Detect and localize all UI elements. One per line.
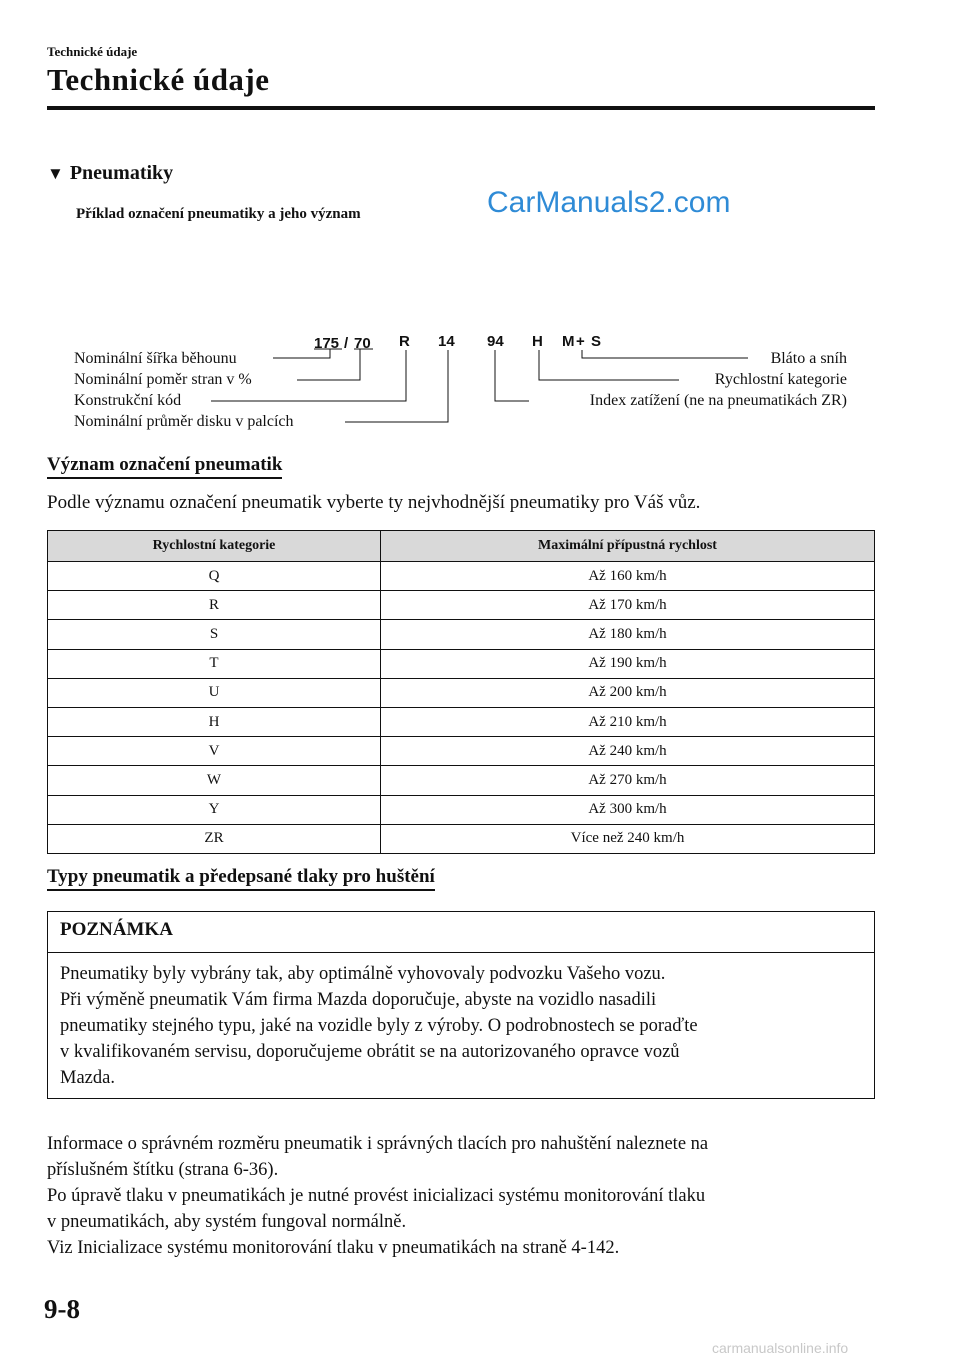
table-cell: W <box>48 766 381 795</box>
note-text <box>48 953 874 1091</box>
label-construction: Konstrukční kód <box>74 392 182 409</box>
watermark-logo: CarManuals2.com <box>487 186 731 219</box>
table-cell: U <box>48 678 381 707</box>
tire-marking-diagram <box>0 320 960 435</box>
table-cell: Až 190 km/h <box>381 649 875 678</box>
note-line: Při výměně pneumatik Vám firma Mazda doporučuje, abyste na vozidlo nasadili <box>60 990 657 1010</box>
tire-types-heading: Typy pneumatik a předepsané tlaky pro huštění <box>47 866 435 891</box>
table-cell: Až 170 km/h <box>381 591 875 620</box>
footer-watermark: carmanualsonline.info <box>712 1340 849 1356</box>
code-width: 175 <box>314 335 340 352</box>
code-speed: H <box>532 333 543 350</box>
code-ratio: 70 <box>354 335 371 352</box>
table-cell: Až 210 km/h <box>381 707 875 736</box>
label-rim-diameter: Nominální průměr disku v palcích <box>74 413 294 430</box>
meaning-intro: Podle významu označení pneumatik vyberte ty nejvhodnější pneumatiky pro Váš vůz. <box>47 492 701 513</box>
table-cell: T <box>48 649 381 678</box>
chapter-title: Technické údaje <box>47 62 270 97</box>
table-cell: Až 240 km/h <box>381 737 875 766</box>
section-title: Pneumatiky <box>69 162 174 184</box>
running-head: Technické údaje <box>47 44 138 59</box>
table-cell: Až 180 km/h <box>381 620 875 649</box>
code-rim: 14 <box>438 333 455 350</box>
code-load: 94 <box>487 333 504 350</box>
table-row <box>48 591 875 620</box>
note-line: pneumatiky stejného typu, jaké na vozidle byly z výroby. O podrobnostech se poraďte <box>60 1016 698 1036</box>
table-cell: Až 200 km/h <box>381 678 875 707</box>
table-cell: ZR <box>48 824 381 853</box>
table-row <box>48 707 875 736</box>
info-line: Informace o správném rozměru pneumatik i správných tlacích pro nahuštění naleznete na <box>47 1134 709 1154</box>
label-speed-category: Rychlostní kategorie <box>714 371 847 388</box>
table-cell: Y <box>48 795 381 824</box>
table-row <box>48 795 875 824</box>
table-header-row <box>48 531 875 562</box>
label-load-index: Index zatížení (ne na pneumatikách ZR) <box>589 392 847 409</box>
info-line: příslušném štítku (strana 6-36). <box>47 1160 279 1180</box>
column-header: Rychlostní kategorie <box>48 531 381 562</box>
table-cell: Q <box>48 562 381 591</box>
info-line: Po úpravě tlaku v pneumatikách je nutné provést inicializaci systému monitorování tlaku <box>47 1186 706 1206</box>
column-header: Maximální přípustná rychlost <box>381 531 875 562</box>
note-title: POZNÁMKA <box>48 912 874 953</box>
info-line: Viz Inicializace systému monitorování tlaku v pneumatikách na straně 4-142. <box>47 1238 620 1258</box>
table-cell: R <box>48 591 381 620</box>
label-tread-width: Nominální šířka běhounu <box>74 350 237 367</box>
code-mud: M <box>562 333 575 350</box>
table-cell: Až 270 km/h <box>381 766 875 795</box>
code-snow: S <box>591 333 602 350</box>
table-row <box>48 678 875 707</box>
note-line: v kvalifikovaném servisu, doporučujeme obrátit se na autorizovaného opravce vozů <box>60 1042 680 1062</box>
info-line: v pneumatikách, aby systém fungoval normálně. <box>47 1212 407 1232</box>
table-cell: Více než 240 km/h <box>381 824 875 853</box>
code-slash: / <box>344 335 349 352</box>
table-cell: V <box>48 737 381 766</box>
info-paragraph <box>47 1131 887 1261</box>
note-box <box>47 911 875 1099</box>
chapter-divider <box>47 106 875 110</box>
table-row <box>48 649 875 678</box>
note-line: Mazda. <box>60 1068 115 1088</box>
table-row <box>48 737 875 766</box>
page-number: 9-8 <box>44 1294 80 1324</box>
table-row <box>48 766 875 795</box>
table-row <box>48 562 875 591</box>
table-row <box>48 824 875 853</box>
table-row <box>48 620 875 649</box>
triangle-marker-icon: ▼ <box>47 164 64 183</box>
table-cell: Až 300 km/h <box>381 795 875 824</box>
meaning-heading: Význam označení pneumatik <box>47 454 282 479</box>
section-heading <box>47 162 173 185</box>
label-aspect-ratio: Nominální poměr stran v % <box>74 371 252 388</box>
table-cell: H <box>48 707 381 736</box>
figure-caption: Příklad označení pneumatiky a jeho význam <box>76 206 361 222</box>
table-cell: S <box>48 620 381 649</box>
label-mud-snow: Bláto a sníh <box>770 350 847 367</box>
speed-rating-table <box>47 530 875 854</box>
code-plus: + <box>576 333 585 350</box>
table-cell: Až 160 km/h <box>381 562 875 591</box>
code-construction: R <box>399 333 410 350</box>
note-line: Pneumatiky byly vybrány tak, aby optimálně vyhovovaly podvozku Vašeho vozu. <box>60 964 666 984</box>
